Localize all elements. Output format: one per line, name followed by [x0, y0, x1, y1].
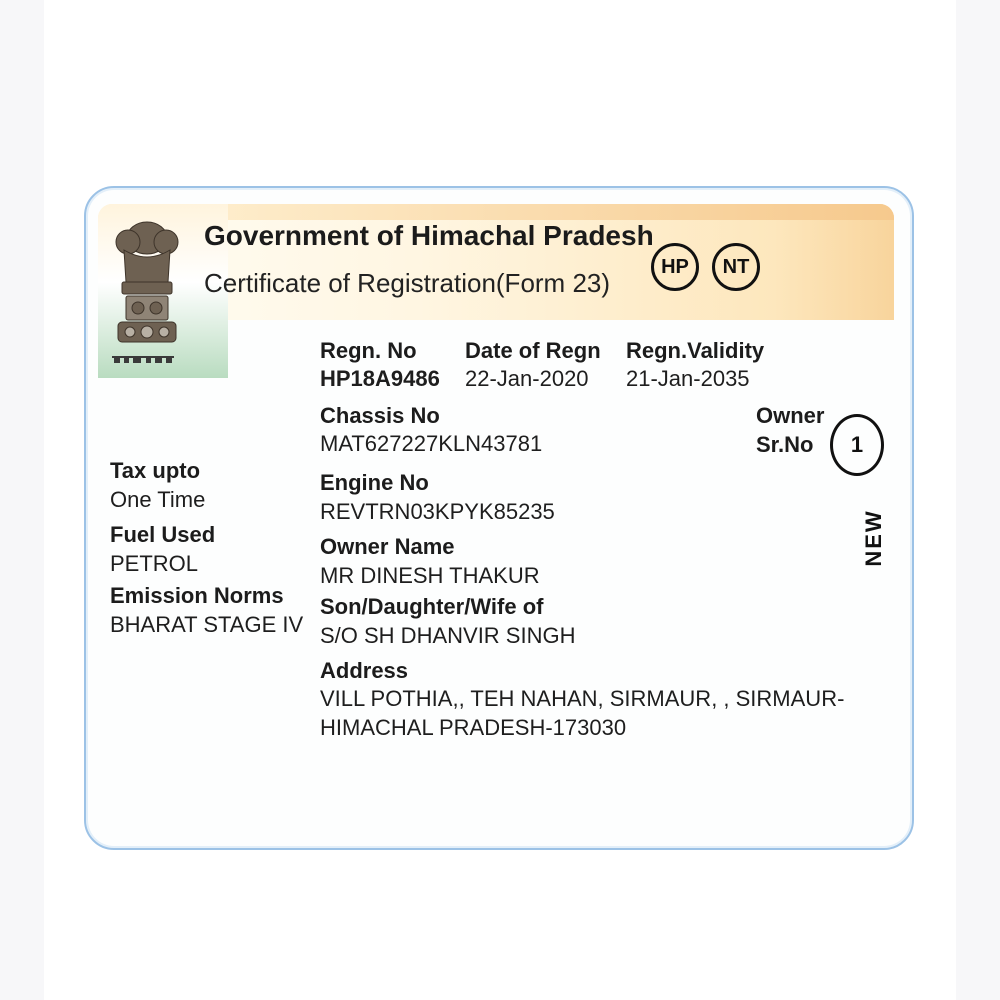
regn-no-label: Regn. No — [320, 338, 417, 363]
emission-norms-label: Emission Norms — [110, 583, 284, 608]
engine-no-value: REVTRN03KPYK85235 — [320, 499, 555, 524]
emission-norms-value: BHARAT STAGE IV — [110, 612, 304, 637]
fuel-used-value: PETROL — [110, 551, 199, 576]
address-line2: HIMACHAL PRADESH-173030 — [320, 715, 627, 740]
relation-label: Son/Daughter/Wife of — [320, 594, 544, 619]
emblem-motto-icon — [108, 352, 178, 366]
state-emblem-icon — [108, 212, 186, 362]
regn-validity-label: Regn.Validity — [626, 338, 765, 363]
regn-no-value: HP18A9486 — [320, 366, 440, 391]
owner-name-label: Owner Name — [320, 534, 455, 559]
owner-sr-label-line1: Owner — [756, 403, 825, 428]
date-of-regn-label: Date of Regn — [465, 338, 601, 363]
date-of-regn-value: 22-Jan-2020 — [465, 366, 589, 391]
issuing-authority-title: Government of Himachal Pradesh — [204, 220, 654, 251]
state-code-badge: HP — [651, 243, 699, 291]
new-status-stamp: NEW — [861, 509, 886, 567]
certificate-subtitle: Certificate of Registration(Form 23) — [204, 268, 611, 298]
vehicle-class-badge: NT — [712, 243, 760, 291]
fuel-used-label: Fuel Used — [110, 522, 216, 547]
owner-name-value: MR DINESH THAKUR — [320, 563, 540, 588]
address-label: Address — [320, 658, 409, 683]
owner-sr-label-line2: Sr.No — [756, 432, 814, 457]
tax-upto-label: Tax upto — [110, 458, 201, 483]
relation-value: S/O SH DHANVIR SINGH — [320, 623, 576, 648]
owner-sr-no-badge: 1 — [830, 414, 884, 476]
tax-upto-value: One Time — [110, 487, 206, 512]
chassis-no-value: MAT627227KLN43781 — [320, 431, 543, 456]
regn-validity-value: 21-Jan-2035 — [626, 366, 750, 391]
address-line1: VILL POTHIA,, TEH NAHAN, SIRMAUR, , SIRMAUR- — [320, 686, 845, 711]
engine-no-label: Engine No — [320, 470, 429, 495]
chassis-no-label: Chassis No — [320, 403, 440, 428]
